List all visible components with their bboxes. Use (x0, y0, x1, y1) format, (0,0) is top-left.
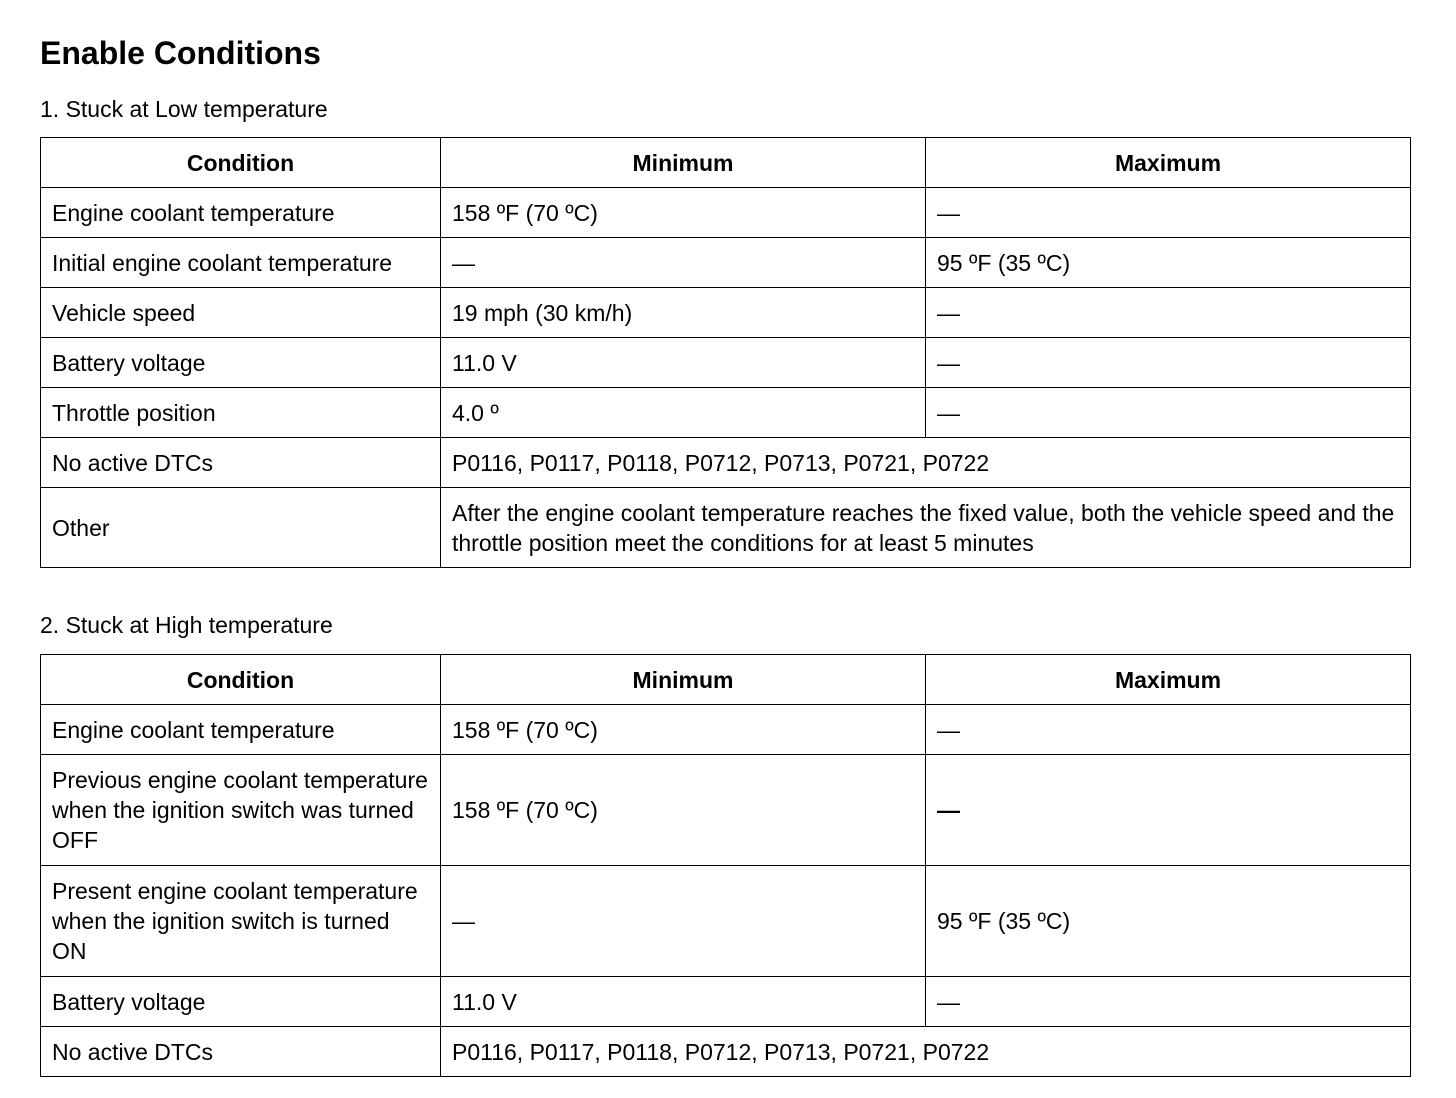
table-row (41, 977, 1411, 1027)
table-header-row (41, 138, 1411, 188)
maximum-cell: — (926, 338, 1411, 388)
enable-conditions-table-low-temp (40, 137, 1411, 568)
minimum-cell: 11.0 V (441, 338, 926, 388)
table-row (41, 1027, 1411, 1077)
condition-cell: No active DTCs (41, 438, 441, 488)
condition-cell: Engine coolant temperature (41, 188, 441, 238)
minimum-cell: 158 ºF (70 ºC) (441, 705, 926, 755)
minimum-cell: 158 ºF (70 ºC) (441, 188, 926, 238)
condition-cell: Battery voltage (41, 338, 441, 388)
table-row (41, 438, 1411, 488)
minimum-cell: 158 ºF (70 ºC) (441, 755, 926, 866)
minimum-cell: 11.0 V (441, 977, 926, 1027)
table-row (41, 866, 1411, 977)
maximum-cell: — (926, 977, 1411, 1027)
maximum-cell: 95 ºF (35 ºC) (926, 238, 1411, 288)
section-heading-high-temp: 2. Stuck at High temperature (40, 612, 333, 638)
column-header-minimum: Minimum (441, 655, 926, 705)
enable-conditions-table-high-temp (40, 654, 1411, 1077)
column-header-minimum: Minimum (441, 138, 926, 188)
table-row (41, 188, 1411, 238)
maximum-cell: 95 ºF (35 ºC) (926, 866, 1411, 977)
table-row (41, 238, 1411, 288)
section-heading-low-temp: 1. Stuck at Low temperature (40, 96, 328, 122)
minimum-cell: — (441, 866, 926, 977)
condition-cell: Battery voltage (41, 977, 441, 1027)
maximum-cell: — (926, 755, 1411, 866)
condition-cell: Other (41, 488, 441, 568)
table-row (41, 338, 1411, 388)
column-header-maximum: Maximum (926, 138, 1411, 188)
minimum-cell: 19 mph (30 km/h) (441, 288, 926, 338)
column-header-condition: Condition (41, 655, 441, 705)
condition-cell: Initial engine coolant temperature (41, 238, 441, 288)
maximum-cell: — (926, 388, 1411, 438)
minimum-cell: — (441, 238, 926, 288)
maximum-cell: — (926, 288, 1411, 338)
other-condition-cell: After the engine coolant temperature reaches the fixed value, both the vehicle speed and the throttle position meet the conditions for at least 5 minutes (441, 488, 1411, 568)
condition-cell: Present engine coolant temperature when the ignition switch is turned ON (41, 866, 441, 977)
table-row (41, 755, 1411, 866)
condition-cell: Vehicle speed (41, 288, 441, 338)
table-row (41, 388, 1411, 438)
table-row (41, 488, 1411, 568)
page-title: Enable Conditions (40, 35, 321, 71)
column-header-maximum: Maximum (926, 655, 1411, 705)
condition-cell: Engine coolant temperature (41, 705, 441, 755)
maximum-cell: — (926, 705, 1411, 755)
table-header-row (41, 655, 1411, 705)
maximum-cell: — (926, 188, 1411, 238)
condition-cell: No active DTCs (41, 1027, 441, 1077)
dtc-list-cell: P0116, P0117, P0118, P0712, P0713, P0721, P0722 (441, 1027, 1411, 1077)
minimum-cell: 4.0 º (441, 388, 926, 438)
table-row (41, 288, 1411, 338)
table-row (41, 705, 1411, 755)
condition-cell: Previous engine coolant temperature when the ignition switch was turned OFF (41, 755, 441, 866)
dtc-list-cell: P0116, P0117, P0118, P0712, P0713, P0721, P0722 (441, 438, 1411, 488)
column-header-condition: Condition (41, 138, 441, 188)
condition-cell: Throttle position (41, 388, 441, 438)
